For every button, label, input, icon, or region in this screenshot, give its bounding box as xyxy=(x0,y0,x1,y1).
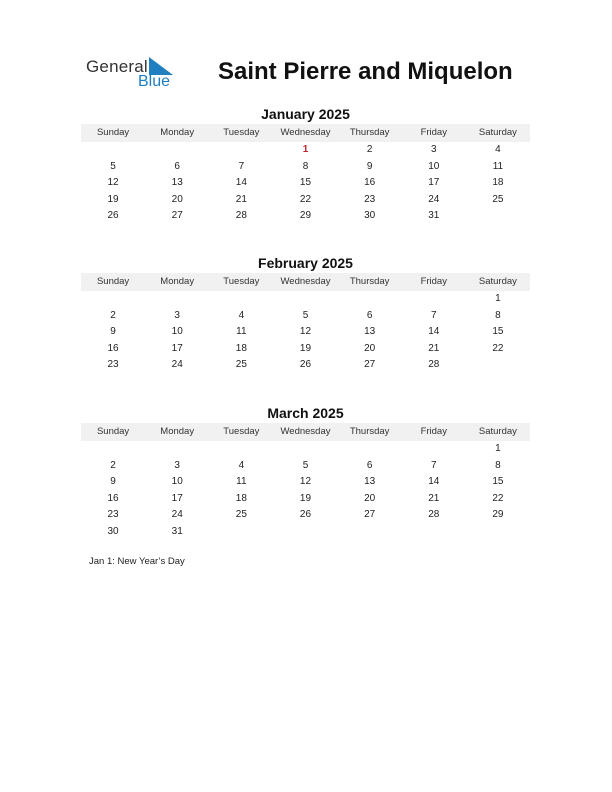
day-cell: 12 xyxy=(107,177,119,188)
day-cell: 26 xyxy=(299,509,312,520)
day-cell: 18 xyxy=(492,177,504,188)
day-cell: 23 xyxy=(364,193,376,205)
day-cell: 29 xyxy=(299,210,312,221)
day-cell: 14 xyxy=(428,476,440,487)
day-cell: 15 xyxy=(299,177,312,188)
empty-day-cell xyxy=(145,142,209,159)
day-cell: 16 xyxy=(107,492,119,504)
day-cell: 24 xyxy=(171,509,183,520)
week-row xyxy=(81,175,530,192)
day-cell: 11 xyxy=(236,476,247,487)
day-cell: 10 xyxy=(171,476,183,487)
month-january xyxy=(81,106,530,225)
week-row xyxy=(81,159,530,176)
weekday-label: Monday xyxy=(160,426,195,437)
weekday-label: Saturday xyxy=(478,127,517,138)
day-cell: 19 xyxy=(107,193,119,205)
day-cell: 30 xyxy=(107,525,119,537)
day-cell: 13 xyxy=(171,177,183,188)
weekday-label: Tuesday xyxy=(223,127,260,138)
day-cell: 18 xyxy=(235,492,247,504)
day-cell: 2 xyxy=(366,144,373,155)
week-row xyxy=(81,507,530,524)
day-cell: 20 xyxy=(364,492,376,504)
weekday-header-row xyxy=(81,124,530,142)
week-row xyxy=(81,458,530,475)
empty-day-cell xyxy=(145,441,209,458)
week-row xyxy=(81,491,530,508)
day-cell: 27 xyxy=(364,359,376,370)
day-cell: 30 xyxy=(364,210,376,221)
day-cell: 17 xyxy=(171,492,183,504)
weekday-label: Tuesday xyxy=(223,426,260,437)
day-cell: 7 xyxy=(238,160,245,172)
week-row xyxy=(81,192,530,209)
empty-day-cell xyxy=(81,291,145,308)
weekday-label: Sunday xyxy=(96,127,130,138)
day-cell: 15 xyxy=(492,476,504,487)
day-cell: 21 xyxy=(428,492,440,504)
day-cell: 23 xyxy=(107,359,119,370)
day-cell: 9 xyxy=(110,476,116,487)
day-cell: 5 xyxy=(302,459,309,471)
holiday-notes xyxy=(89,556,185,567)
day-cell: 20 xyxy=(171,193,183,205)
empty-day-cell xyxy=(273,291,337,308)
month-title: March 2025 xyxy=(267,405,344,421)
day-cell: 28 xyxy=(428,359,440,370)
day-cell: 4 xyxy=(238,309,245,321)
logo-general-text: General xyxy=(86,57,148,76)
day-cell: 5 xyxy=(302,309,309,321)
week-row xyxy=(81,208,530,225)
empty-day-cell xyxy=(338,291,402,308)
weekday-label: Sunday xyxy=(96,276,130,287)
day-cell: 13 xyxy=(364,476,376,487)
day-cell: 6 xyxy=(366,459,373,471)
day-cell: 11 xyxy=(236,326,247,337)
empty-day-cell xyxy=(209,524,273,541)
day-cell: 13 xyxy=(364,326,376,337)
day-cell: 2 xyxy=(110,459,116,471)
day-cell: 1 xyxy=(495,293,501,304)
day-cell: 16 xyxy=(107,342,119,354)
weekday-label: Sunday xyxy=(96,426,130,437)
day-cell: 22 xyxy=(492,492,504,504)
month-title: January 2025 xyxy=(261,106,350,122)
day-cell: 31 xyxy=(428,210,440,221)
day-cell: 14 xyxy=(428,326,440,337)
week-row xyxy=(81,308,530,325)
week-row xyxy=(81,324,530,341)
day-cell: 27 xyxy=(364,509,376,520)
weekday-label: Wednesday xyxy=(280,276,331,287)
weekday-label: Tuesday xyxy=(223,276,260,287)
day-cell: 5 xyxy=(110,160,116,172)
day-cell: 14 xyxy=(235,177,247,188)
empty-day-cell xyxy=(273,441,337,458)
weekday-label: Wednesday xyxy=(280,426,331,437)
day-cell: 31 xyxy=(171,525,183,537)
day-cell: 21 xyxy=(428,342,440,354)
weekday-label: Thursday xyxy=(349,276,390,287)
empty-day-cell xyxy=(338,524,402,541)
day-cell: 25 xyxy=(492,193,504,205)
weekday-label: Saturday xyxy=(478,426,517,437)
empty-day-cell xyxy=(81,441,145,458)
day-cell: 9 xyxy=(110,326,116,337)
day-cell: 19 xyxy=(299,342,312,354)
day-cell: 1 xyxy=(302,144,309,155)
empty-day-cell xyxy=(402,291,466,308)
weekday-label: Friday xyxy=(420,276,447,287)
empty-day-cell xyxy=(466,524,530,541)
week-row xyxy=(81,291,530,308)
weekday-label: Monday xyxy=(160,127,195,138)
week-row xyxy=(81,474,530,491)
day-cell: 28 xyxy=(428,509,440,520)
day-cell: 28 xyxy=(235,210,247,221)
week-row xyxy=(81,524,530,541)
month-february xyxy=(81,255,530,374)
generalblue-logo xyxy=(86,55,186,95)
day-cell: 26 xyxy=(107,210,119,221)
weekday-label: Wednesday xyxy=(280,127,331,138)
week-row xyxy=(81,142,530,159)
day-cell: 17 xyxy=(171,342,183,354)
weekday-label: Saturday xyxy=(478,276,517,287)
day-cell: 22 xyxy=(492,342,504,354)
empty-day-cell xyxy=(466,208,530,225)
day-cell: 16 xyxy=(364,177,376,188)
day-cell: 17 xyxy=(428,177,440,188)
empty-day-cell xyxy=(338,441,402,458)
week-row xyxy=(81,357,530,374)
day-cell: 29 xyxy=(492,509,504,520)
day-cell: 8 xyxy=(302,160,309,172)
week-row xyxy=(81,341,530,358)
month-title: February 2025 xyxy=(258,255,353,271)
empty-day-cell xyxy=(402,524,466,541)
empty-day-cell xyxy=(466,357,530,374)
day-cell: 4 xyxy=(495,144,501,155)
day-cell: 3 xyxy=(430,144,437,155)
empty-day-cell xyxy=(81,142,145,159)
day-cell: 2 xyxy=(110,309,116,321)
empty-day-cell xyxy=(402,441,466,458)
day-cell: 3 xyxy=(174,309,180,321)
day-cell: 25 xyxy=(235,509,247,520)
logo-blue-text: Blue xyxy=(138,73,171,90)
weekday-header-row xyxy=(81,273,530,291)
weekday-label: Thursday xyxy=(349,127,390,138)
day-cell: 10 xyxy=(428,160,440,172)
day-cell: 15 xyxy=(492,326,504,337)
empty-day-cell xyxy=(273,524,337,541)
empty-day-cell xyxy=(209,142,273,159)
day-cell: 12 xyxy=(299,326,312,337)
day-cell: 10 xyxy=(171,326,183,337)
weekday-label: Friday xyxy=(420,426,447,437)
day-cell: 3 xyxy=(174,459,180,471)
day-cell: 6 xyxy=(366,309,373,321)
day-cell: 9 xyxy=(366,160,373,172)
day-cell: 25 xyxy=(235,359,247,370)
day-cell: 12 xyxy=(299,476,312,487)
day-cell: 11 xyxy=(492,160,504,172)
empty-day-cell xyxy=(145,291,209,308)
day-cell: 26 xyxy=(299,359,312,370)
day-cell: 24 xyxy=(428,193,440,205)
day-cell: 23 xyxy=(107,509,119,520)
empty-day-cell xyxy=(209,441,273,458)
day-cell: 7 xyxy=(430,459,437,471)
day-cell: 4 xyxy=(238,459,245,471)
day-cell: 6 xyxy=(174,160,180,172)
week-row xyxy=(81,441,530,458)
holiday-note: Jan 1: New Year’s Day xyxy=(89,556,185,567)
day-cell: 27 xyxy=(171,210,183,221)
day-cell: 18 xyxy=(235,342,247,354)
day-cell: 1 xyxy=(495,443,501,454)
day-cell: 22 xyxy=(299,193,312,205)
weekday-header-row xyxy=(81,423,530,441)
day-cell: 8 xyxy=(495,309,501,321)
day-cell: 7 xyxy=(430,309,437,321)
weekday-label: Friday xyxy=(420,127,447,138)
day-cell: 21 xyxy=(235,193,247,205)
day-cell: 19 xyxy=(299,492,312,504)
day-cell: 20 xyxy=(364,342,376,354)
weekday-label: Monday xyxy=(160,276,195,287)
empty-day-cell xyxy=(209,291,273,308)
page-title: Saint Pierre and Miquelon xyxy=(218,58,513,85)
month-march xyxy=(81,405,530,540)
day-cell: 8 xyxy=(495,459,501,471)
weekday-label: Thursday xyxy=(349,426,390,437)
day-cell: 24 xyxy=(171,359,183,370)
